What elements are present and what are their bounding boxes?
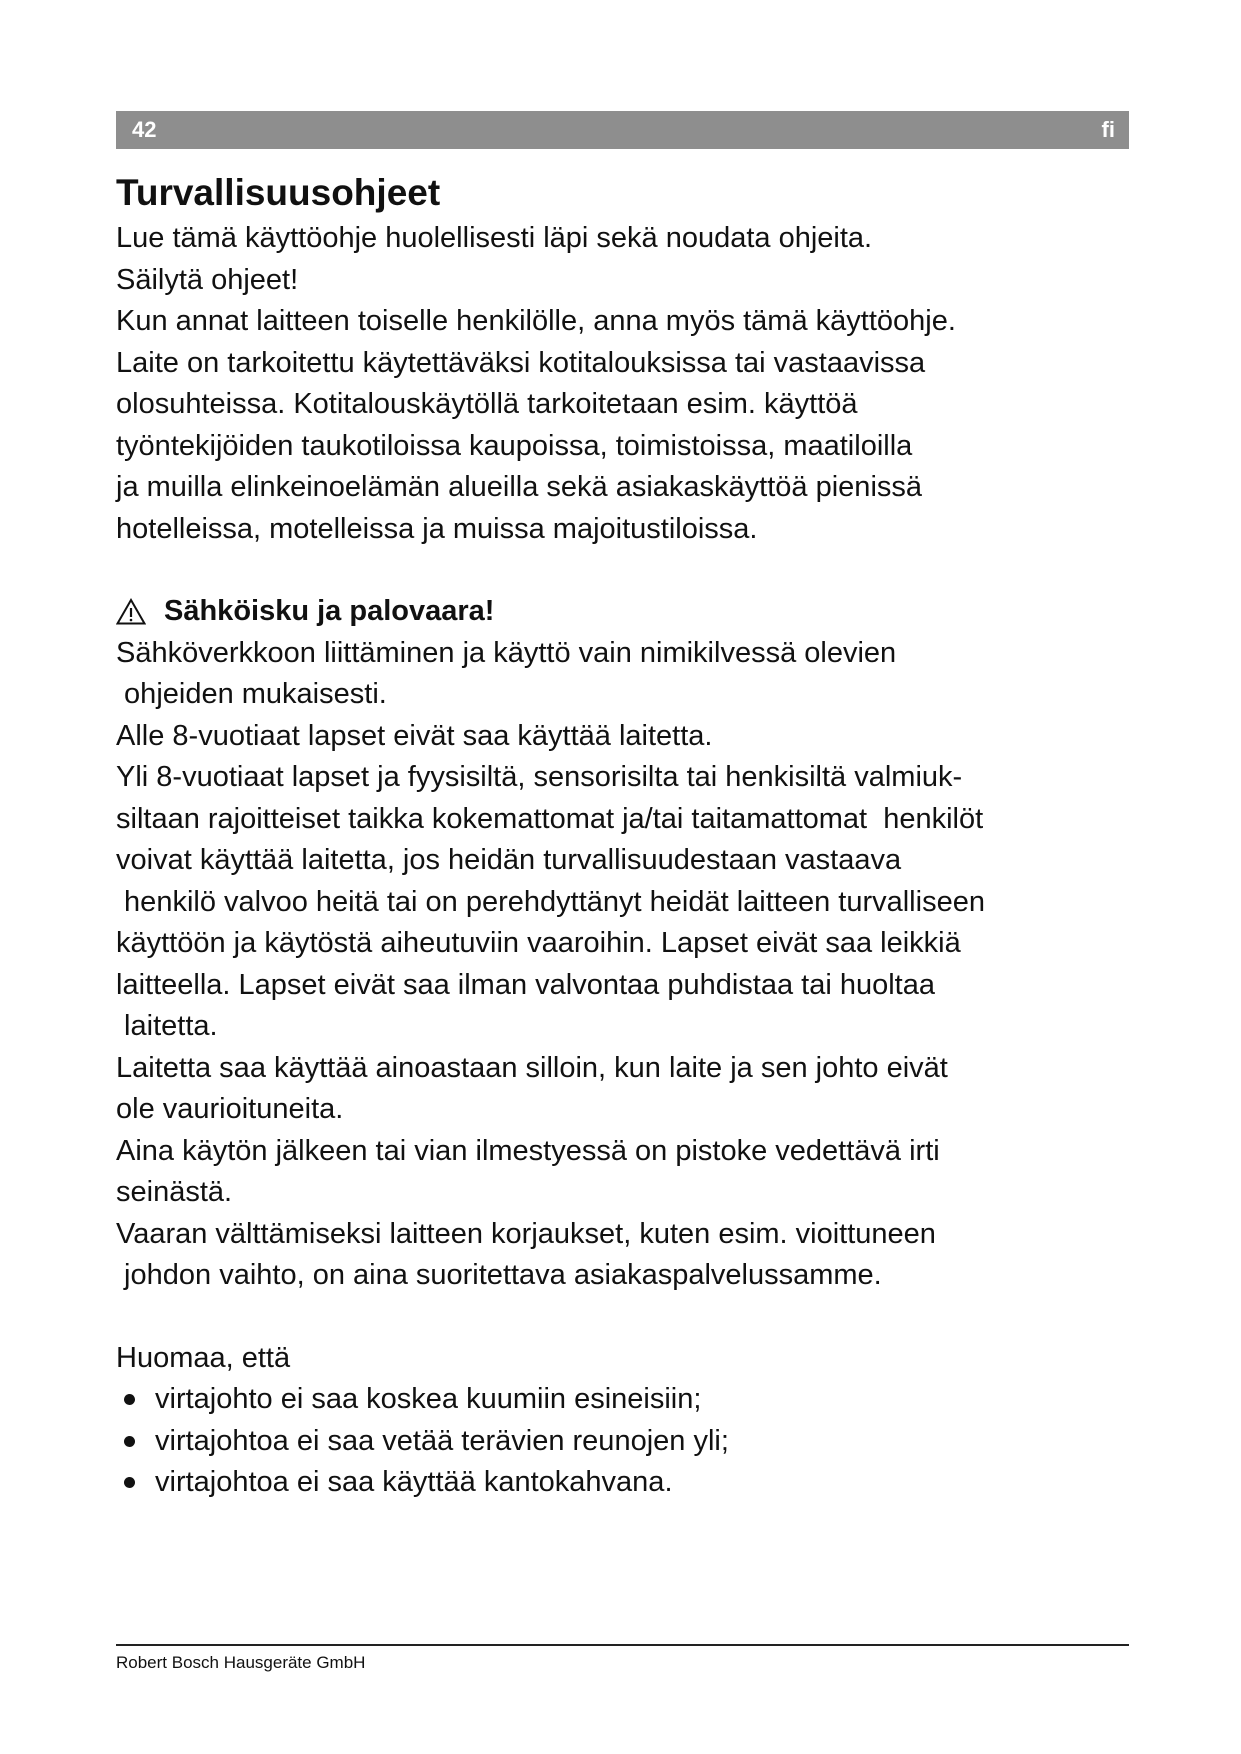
intro-line: Laite on tarkoitettu käytettäväksi kotitalouksissa tai vastaavissa (116, 346, 926, 379)
page-title: Turvallisuusohjeet (116, 172, 441, 213)
warning-heading (116, 591, 1129, 633)
footer-company: Robert Bosch Hausgeräte GmbH (116, 1653, 366, 1672)
list-item (116, 1462, 1129, 1504)
warning-line: henkilö valvoo heitä tai on perehdyttänyt heidät laitteen turvalliseen (116, 885, 985, 918)
list-item (116, 1421, 1129, 1463)
warning-line: ohjeiden mukaisesti. (116, 678, 387, 710)
footer-divider (116, 1644, 1129, 1646)
warning-line: siltaan rajoitteiset taikka kokemattomat ja/tai taitamattomat henkilöt (116, 802, 984, 835)
note-section (116, 1338, 1129, 1504)
language-code: fi (1101, 117, 1115, 142)
warning-line: Yli 8-vuotiaat lapset ja fyysisiltä, sensorisilta tai henkisiltä valmiuk- (116, 761, 963, 793)
list-item (116, 1379, 1129, 1421)
warning-line: Laitetta saa käyttää ainoastaan silloin, kun laite ja sen johto eivät (116, 1051, 948, 1084)
warning-line: seinästä. (116, 1176, 233, 1208)
page-content (116, 168, 1129, 1504)
intro-section (116, 218, 1129, 550)
list-item-text: virtajohtoa ei saa käyttää kantokahvana. (155, 1466, 673, 1498)
intro-line: ja muilla elinkeinoelämän alueilla sekä asiakaskäyttöä pienissä (116, 471, 923, 503)
bullet-icon (124, 1477, 135, 1488)
list-item-text: virtajohto ei saa koskea kuumiin esineisiin; (155, 1383, 702, 1415)
warning-line: Aina käytön jälkeen tai vian ilmestyessä on pistoke vedettävä irti (116, 1134, 940, 1167)
warning-line: johdon vaihto, on aina suoritettava asiakaspalvelussamme. (116, 1259, 882, 1291)
warning-section (116, 591, 1129, 1297)
page-header-bar (116, 111, 1129, 149)
warning-heading-text: Sähköisku ja palovaara! (164, 595, 495, 627)
intro-line: hotelleissa, motelleissa ja muissa majoitustiloissa. (116, 512, 758, 545)
bullet-icon (124, 1436, 135, 1447)
intro-line: olosuhteissa. Kotitalouskäytöllä tarkoitetaan esim. käyttöä (116, 388, 858, 420)
intro-line: Säilytä ohjeet! (116, 263, 299, 296)
bullet-icon (124, 1394, 135, 1405)
warning-line: ole vaurioituneita. (116, 1093, 344, 1125)
intro-line: työntekijöiden taukotiloissa kaupoissa, toimistoissa, maatiloilla (116, 429, 913, 462)
warning-line: Vaaran välttämiseksi laitteen korjaukset, kuten esim. vioittuneen (116, 1217, 936, 1250)
warning-triangle-icon (116, 598, 154, 625)
intro-line: Kun annat laitteen toiselle henkilölle, anna myös tämä käyttöohje. (116, 305, 956, 337)
note-intro: Huomaa, että (116, 1341, 291, 1374)
section-gap (116, 550, 1129, 591)
page-number: 42 (132, 117, 157, 142)
section-gap (116, 1297, 1129, 1338)
list-item-text: virtajohtoa ei saa vetää terävien reunojen yli; (155, 1424, 729, 1457)
warning-line: voivat käyttää laitetta, jos heidän turvallisuudestaan vastaava (116, 844, 902, 876)
warning-line: laitteella. Lapset eivät saa ilman valvontaa puhdistaa tai huoltaa (116, 968, 935, 1001)
intro-line: Lue tämä käyttöohje huolellisesti läpi sekä noudata ohjeita. (116, 222, 873, 254)
warning-line: laitetta. (116, 1010, 218, 1042)
warning-line: Sähköverkkoon liittäminen ja käyttö vain nimikilvessä olevien (116, 636, 897, 669)
warning-line: Alle 8-vuotiaat lapset eivät saa käyttää laitetta. (116, 719, 713, 752)
warning-line: käyttöön ja käytöstä aiheutuviin vaaroihin. Lapset eivät saa leikkiä (116, 927, 961, 959)
